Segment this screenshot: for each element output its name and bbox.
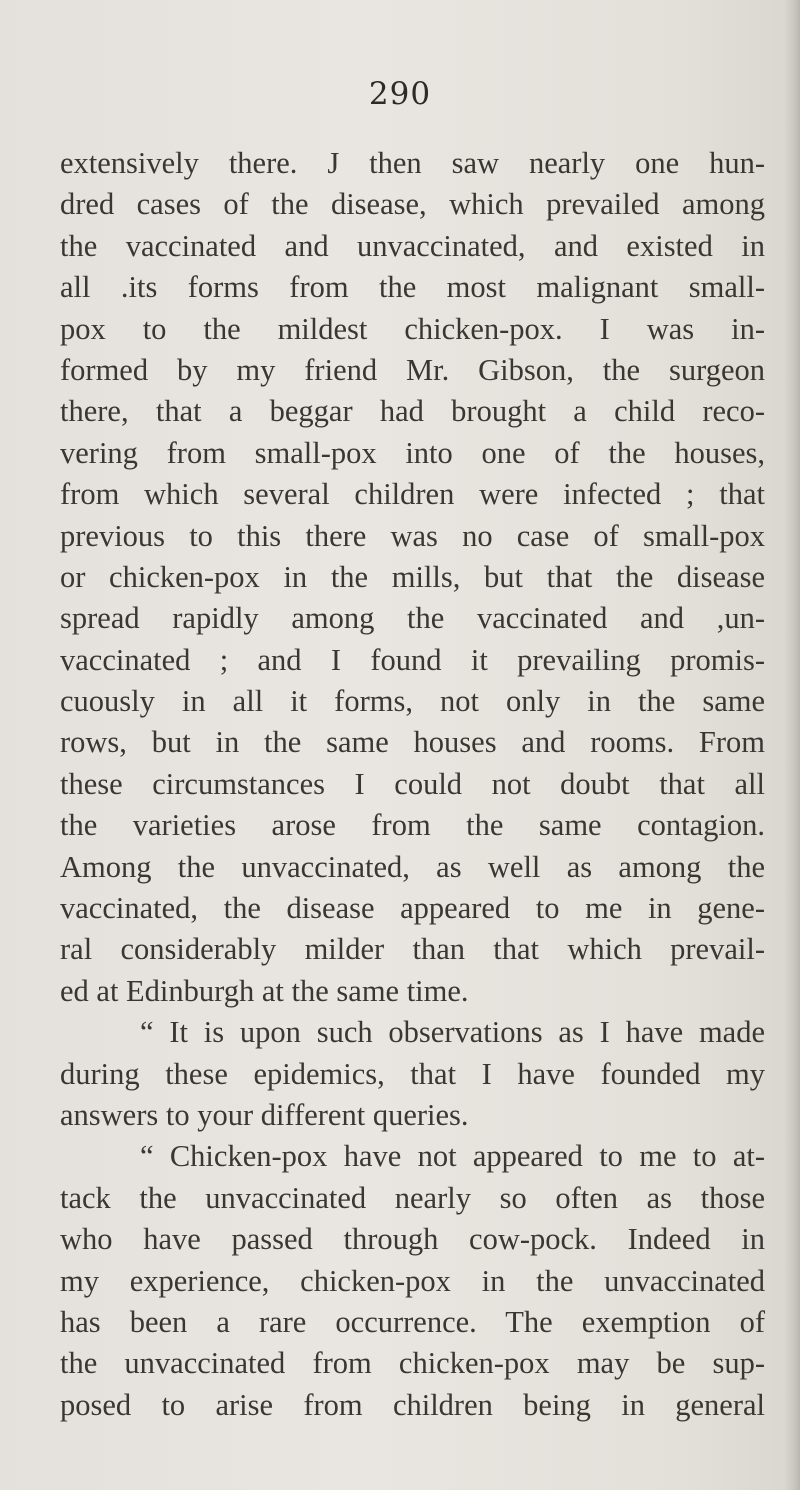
text-line: rows, but in the same houses and rooms. From	[60, 725, 765, 760]
page-number: 290	[368, 76, 432, 112]
text-line: from which several children were infected ; that	[60, 477, 765, 512]
text-line: the unvaccinated from chicken-pox may be sup-	[60, 1346, 765, 1381]
text-line: tack the unvaccinated nearly so often as those	[60, 1180, 765, 1215]
text-line: has been a rare occurrence. The exemption of	[60, 1304, 765, 1339]
text-line: pox to the mildest chicken-pox. I was in-	[60, 311, 765, 346]
text-line: formed by my friend Mr. Gibson, the surgeon	[60, 352, 765, 387]
text-line: my experience, chicken-pox in the unvaccinated	[60, 1263, 765, 1298]
text-line: ral considerably milder than that which prevail-	[60, 932, 765, 967]
text-line: dred cases of the disease, which prevailed among	[60, 187, 765, 222]
text-line: or chicken-pox in the mills, but that the disease	[60, 559, 765, 594]
text-line: vaccinated, the disease appeared to me in gene-	[60, 891, 765, 926]
text-line: who have passed through cow-pock. Indeed in	[60, 1222, 765, 1257]
text-line-paragraph-end: answers to your different queries.	[60, 1097, 469, 1132]
text-line-paragraph-start: “ Chicken-pox have not appeared to me to at-	[140, 1139, 765, 1174]
text-line: cuously in all it forms, not only in the same	[60, 684, 765, 719]
text-line: previous to this there was no case of small-pox	[60, 518, 765, 553]
text-line: these circumstances I could not doubt that all	[60, 766, 765, 801]
text-line: the varieties arose from the same contagion.	[60, 808, 765, 843]
text-line-paragraph-end: ed at Edinburgh at the same time.	[60, 973, 469, 1008]
text-line: all .its forms from the most malignant small-	[60, 270, 765, 305]
text-line: extensively there. J then saw nearly one hun-	[60, 146, 765, 180]
text-line: posed to arise from children being in general	[60, 1387, 765, 1422]
text-line: Among the unvaccinated, as well as among the	[60, 849, 765, 884]
text-line: during these epidemics, that I have founded my	[60, 1056, 765, 1091]
text-line: spread rapidly among the vaccinated and ,un-	[60, 601, 765, 636]
text-line: vaccinated ; and I found it prevailing promis-	[60, 642, 765, 677]
text-line: vering from small-pox into one of the houses,	[60, 435, 765, 470]
text-line-paragraph-start: “ It is upon such observations as I have made	[140, 1015, 765, 1050]
page-edge-shadow	[784, 0, 800, 1490]
body-text	[60, 143, 765, 1426]
text-line: the vaccinated and unvaccinated, and existed in	[60, 228, 765, 263]
text-line: there, that a beggar had brought a child reco-	[60, 394, 765, 429]
